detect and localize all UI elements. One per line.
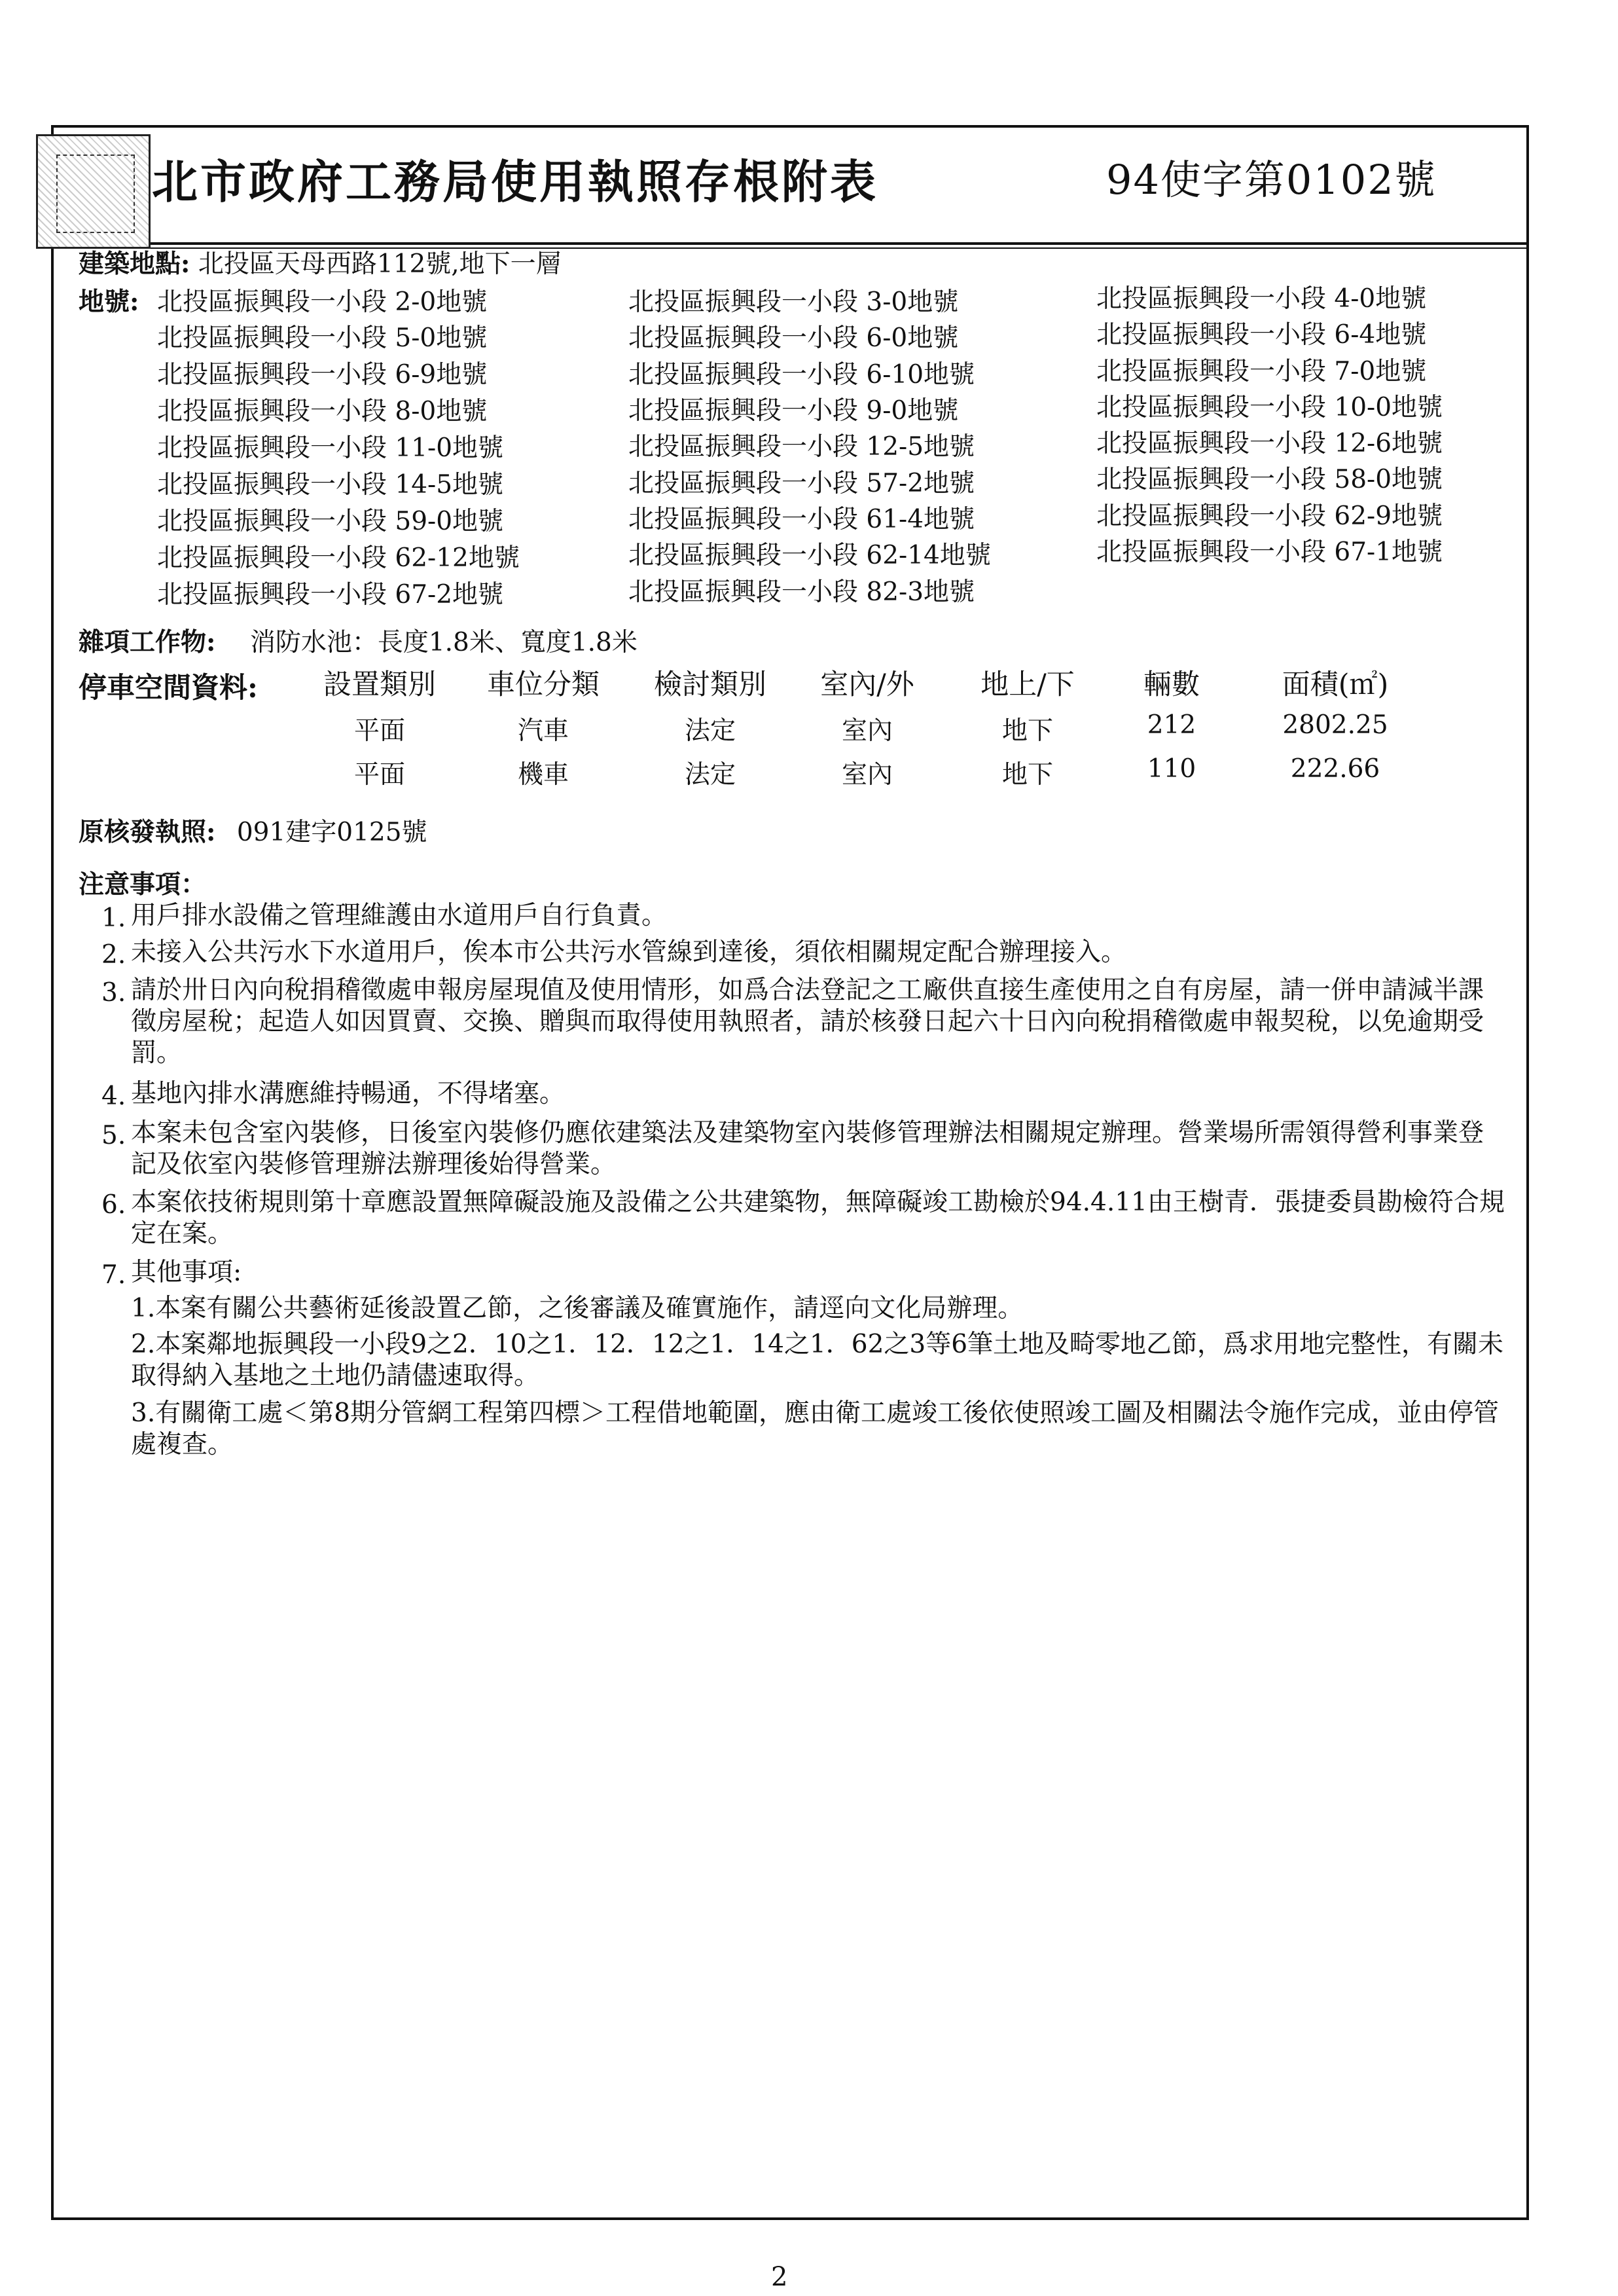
parking-cell: 地下	[1001, 760, 1053, 790]
page-number: 2	[771, 2262, 788, 2292]
note-sub-item: 3.有關衛工處＜第8期分管網工程第四標＞工程借地範圍，應由衛工處竣工後依使照竣工圖及相關法令施作完成，並由停管處複查。	[131, 1398, 1500, 1459]
original-permit-label: 原核發執照:	[79, 817, 216, 847]
lot-item: 北投區振興段一小段 59-0地號	[157, 507, 504, 536]
parking-cell: 地下	[1001, 716, 1053, 746]
seal-stamp-icon	[36, 134, 151, 249]
lot-item: 北投區振興段一小段 62-12地號	[157, 543, 520, 573]
lot-item: 北投區振興段一小段 62-14地號	[628, 541, 991, 570]
lot-item: 北投區振興段一小段 6-10地號	[628, 360, 975, 390]
parking-header-setup: 設置類別	[323, 668, 436, 701]
parking-cell: 110	[1147, 754, 1196, 784]
parking-cell: 222.66	[1290, 754, 1380, 784]
site-row	[79, 244, 562, 280]
note-number: 6.	[101, 1190, 126, 1220]
lot-item: 北投區振興段一小段 67-2地號	[157, 580, 504, 610]
parking-label: 停車空間資料:	[79, 672, 258, 704]
note-number: 2.	[101, 940, 126, 970]
site-value: 北投區天母西路112號,地下一層	[198, 249, 562, 279]
lot-item: 北投區振興段一小段 11-0地號	[157, 433, 504, 463]
lot-item: 北投區振興段一小段 61-4地號	[628, 505, 975, 534]
parking-cell: 室內	[841, 716, 893, 746]
misc-row	[79, 622, 638, 659]
note-number: 1.	[101, 903, 126, 933]
lot-item: 北投區振興段一小段 12-6地號	[1096, 429, 1443, 458]
lot-item: 北投區振興段一小段 6-0地號	[628, 323, 959, 353]
original-permit-value: 091建字0125號	[236, 818, 427, 847]
parking-cell: 212	[1147, 710, 1196, 740]
misc-value: 消防水池：長度1.8米、寬度1.8米	[249, 628, 638, 657]
lot-item: 北投區振興段一小段 2-0地號	[157, 287, 488, 317]
lot-item: 北投區振興段一小段 9-0地號	[628, 396, 959, 426]
original-permit-row	[79, 812, 427, 848]
parking-cell: 法定	[684, 716, 736, 746]
note-number: 4.	[101, 1082, 126, 1111]
parking-cell: 法定	[684, 760, 736, 790]
parking-header-count: 輛數	[1143, 668, 1200, 701]
notes-label: 注意事項：	[79, 869, 207, 900]
parking-cell: 室內	[841, 760, 893, 790]
lot-item: 北投區振興段一小段 58-0地號	[1096, 465, 1443, 494]
note-number: 7.	[101, 1260, 126, 1290]
lot-item: 北投區振興段一小段 8-0地號	[157, 397, 488, 426]
note-number: 5.	[101, 1121, 126, 1150]
lot-item: 北投區振興段一小段 7-0地號	[1096, 357, 1427, 386]
lot-item: 北投區振興段一小段 6-4地號	[1096, 320, 1427, 350]
note-item: 請於卅日內向稅捐稽徵處申報房屋現值及使用情形，如爲合法登記之工廠供直接生產使用之自有房屋，請一併申請減半課徵房屋稅；起造人如因買賣、交換、贈與而取得使用執照者，請於核發日起六十日內向稅捐稽徵處申報契稅，以免逾期受罰。	[131, 975, 1484, 1068]
lot-item: 北投區振興段一小段 14-5地號	[157, 470, 504, 500]
note-sub-item: 1.本案有關公共藝術延後設置乙節，之後審議及確實施作，請逕向文化局辦理。	[131, 1294, 1024, 1323]
parking-header-level: 地上/下	[980, 668, 1075, 701]
note-number: 3.	[101, 978, 126, 1008]
note-item: 未接入公共污水下水道用戶，俟本市公共污水管線到達後，須依相關規定配合辦理接入。	[131, 938, 1127, 967]
parking-cell: 2802.25	[1282, 710, 1388, 740]
document-title: 北市政府工務局使用執照存根附表	[152, 155, 878, 209]
parking-cell: 汽車	[517, 716, 569, 746]
parking-header-indoor: 室內/外	[820, 668, 914, 701]
lot-item: 北投區振興段一小段 5-0地號	[157, 323, 488, 353]
lot-item: 北投區振興段一小段 3-0地號	[628, 287, 959, 317]
permit-number: 94使字第0102號	[1106, 156, 1437, 204]
note-sub-item: 2.本案鄰地振興段一小段9之2．10之1．12．12之1．14之1．62之3等6筆土地及畸零地乙節，爲求用地完整性，有關未取得納入基地之土地仍請儘速取得。	[131, 1330, 1504, 1391]
note-item: 本案未包含室內裝修，日後室內裝修仍應依建築法及建築物室內裝修管理辦法相關規定辦理。營業場所需領得營利事業登記及依室內裝修管理辦法辦理後始得營業。	[131, 1118, 1484, 1179]
parking-cell: 平面	[353, 760, 405, 790]
lot-item: 北投區振興段一小段 67-1地號	[1096, 538, 1443, 567]
site-label: 建築地點:	[79, 249, 190, 279]
note-item: 本案依技術規則第十章應設置無障礙設施及設備之公共建築物，無障礙竣工勘檢於94.4.11由王樹青．張捷委員勘檢符合規定在案。	[131, 1188, 1505, 1248]
misc-label: 雜項工作物:	[79, 627, 216, 657]
lot-item: 北投區振興段一小段 6-9地號	[157, 360, 488, 390]
lot-item: 北投區振興段一小段 4-0地號	[1096, 284, 1427, 314]
parking-header-space: 車位分類	[487, 668, 600, 701]
lots-label: 地號:	[79, 287, 139, 317]
parking-cell: 平面	[353, 716, 405, 746]
parking-cell: 機車	[517, 760, 569, 790]
lot-item: 北投區振興段一小段 10-0地號	[1096, 393, 1443, 422]
parking-header-area: 面積(㎡)	[1282, 668, 1389, 701]
lot-item: 北投區振興段一小段 12-5地號	[628, 432, 975, 462]
note-item: 其他事項:	[131, 1258, 242, 1287]
lot-item: 北投區振興段一小段 82-3地號	[628, 577, 975, 607]
note-item: 用戶排水設備之管理維護由水道用戶自行負責。	[131, 901, 668, 930]
lot-item: 北投區振興段一小段 57-2地號	[628, 469, 975, 498]
parking-header-review: 檢討類別	[654, 668, 766, 701]
lot-item: 北投區振興段一小段 62-9地號	[1096, 501, 1443, 531]
note-item: 基地內排水溝應維持暢通，不得堵塞。	[131, 1079, 566, 1108]
